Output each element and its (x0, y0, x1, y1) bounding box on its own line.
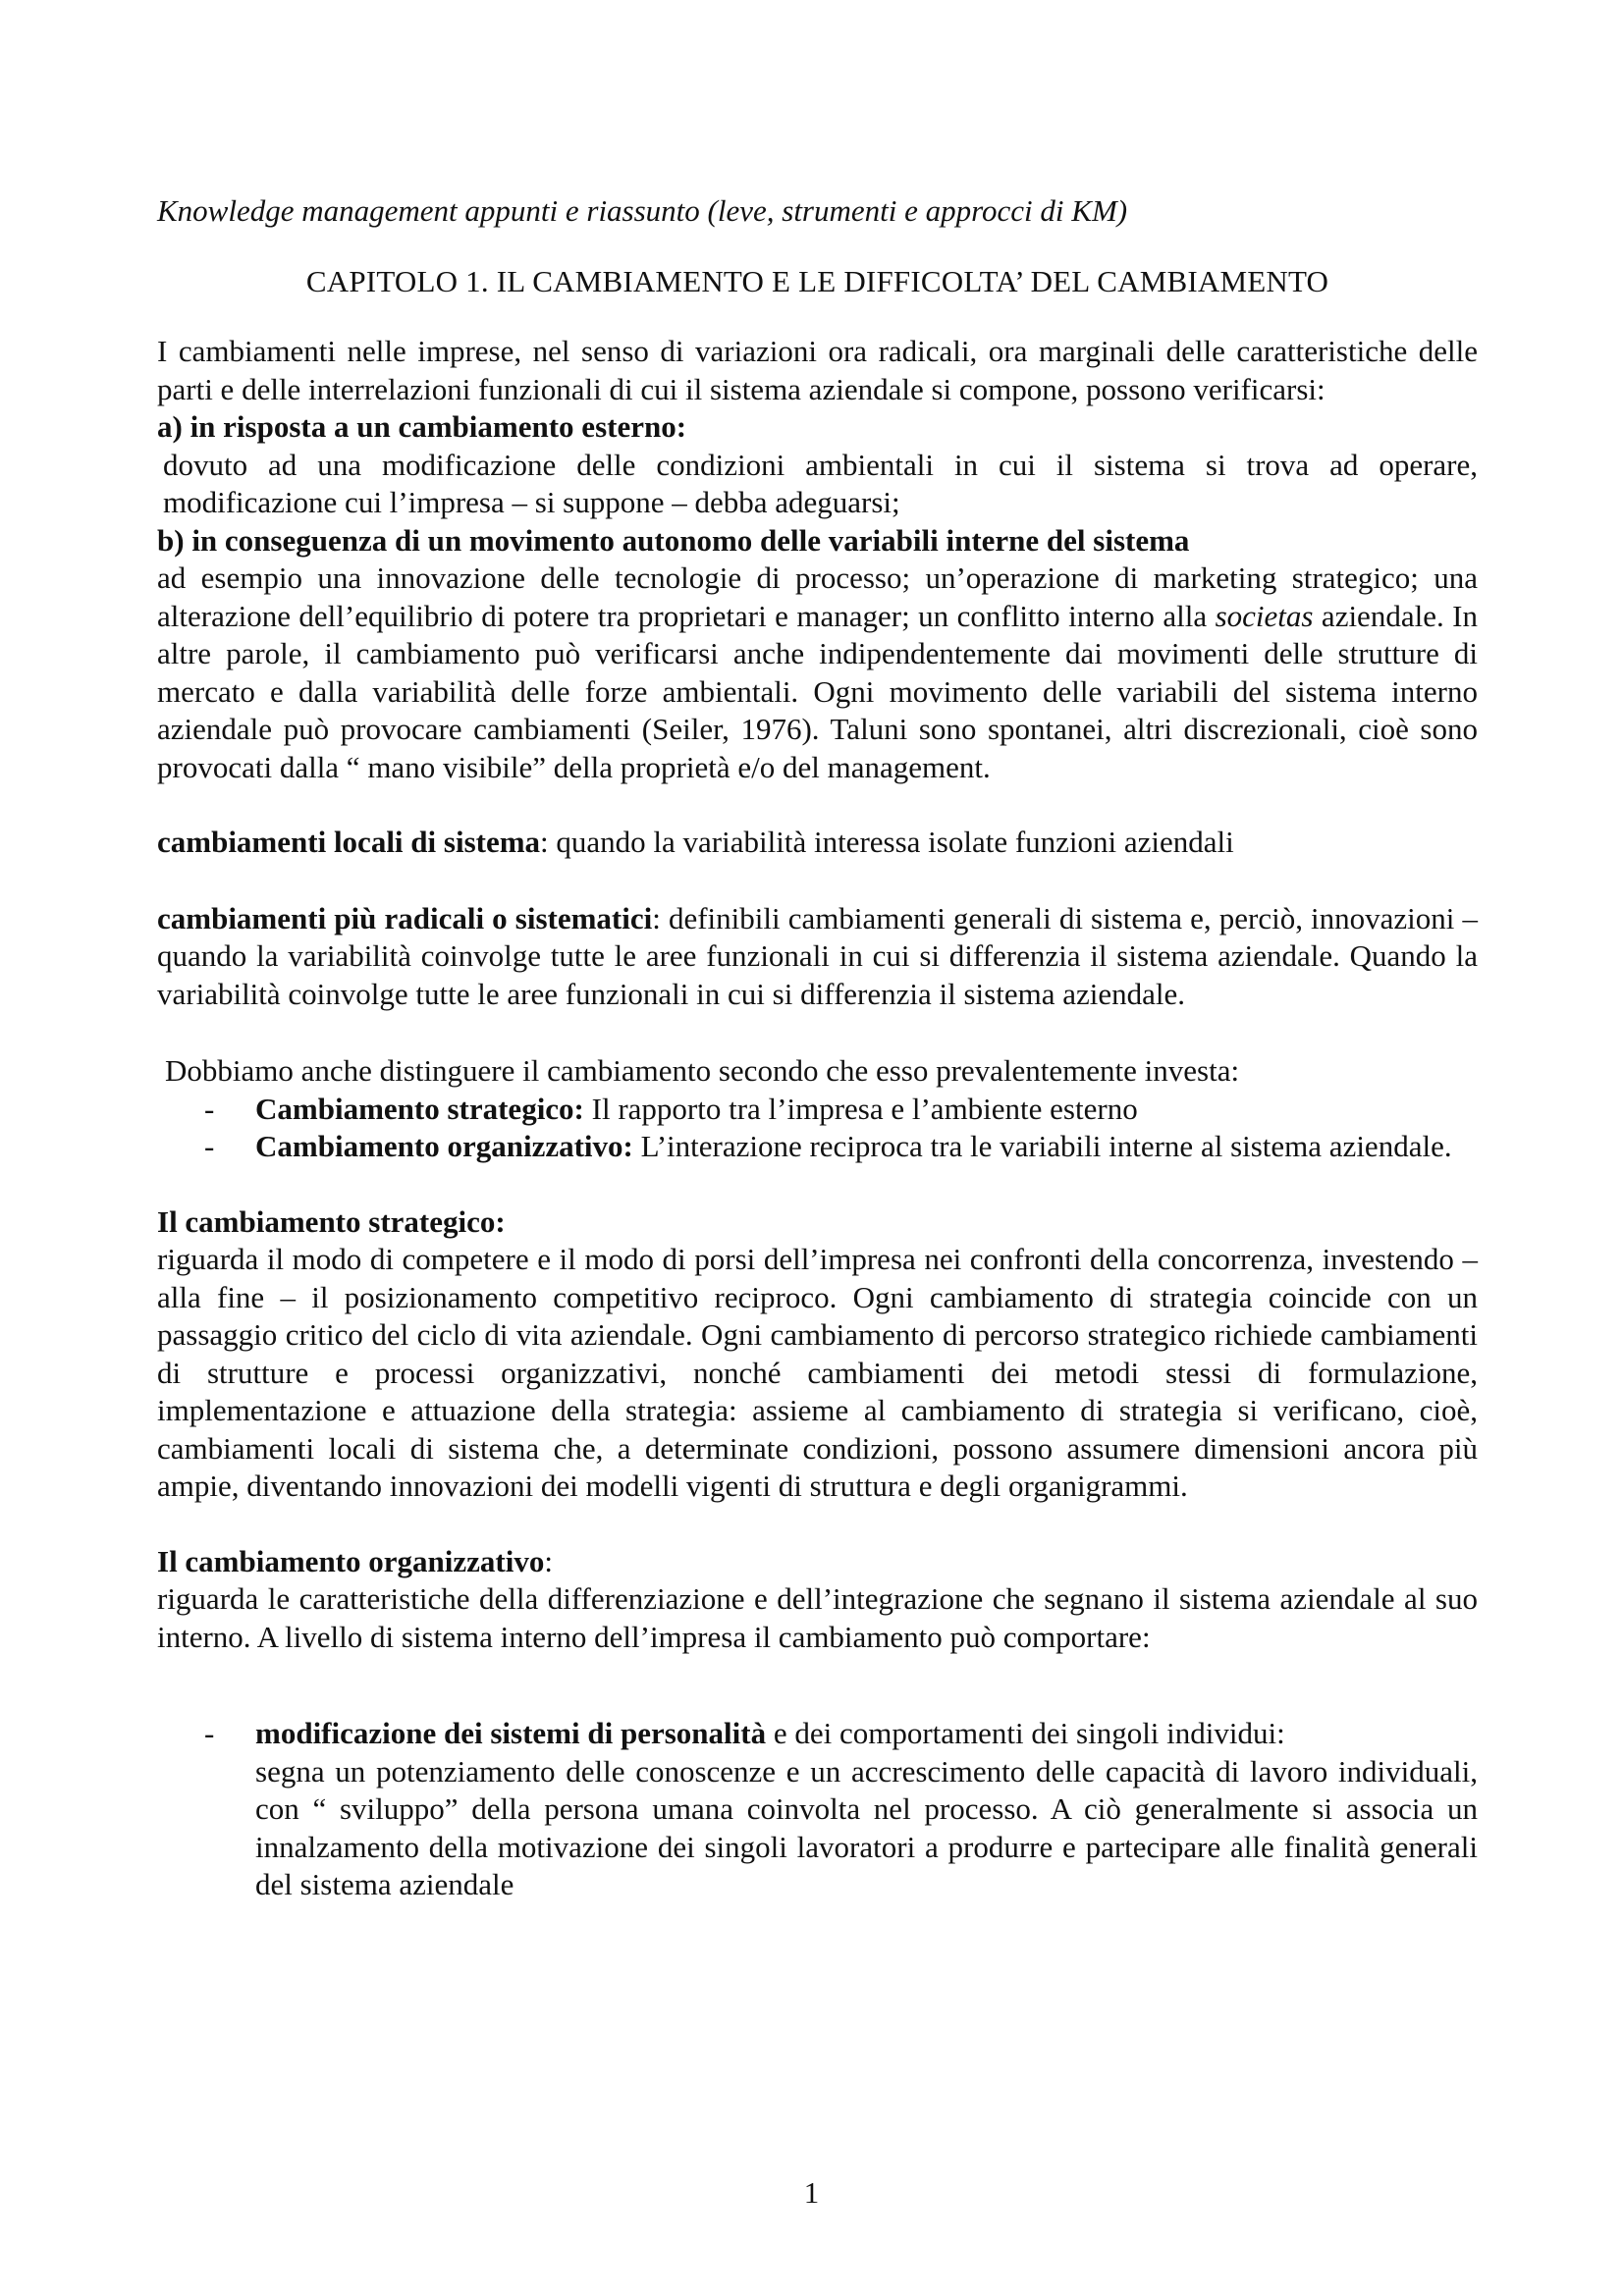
list-item (157, 1715, 1478, 1753)
point-b-italic: societas (1215, 598, 1314, 633)
point-b-text-1: ad esempio una innovazione delle tecnologie di processo; un’operazione di marketing strategico; una alterazione dell’equilibrio di potere tra proprietari e manager; un conflitto interno alla (157, 561, 1478, 633)
type-term: Cambiamento organizzativo: (255, 1129, 633, 1163)
personality-paragraph: segna un potenziamento delle conoscenze e un accrescimento delle capacità di lavoro individuali, con “ sviluppo” della persona umana coinvolta nel processo. A ciò generalmente si associa un innalzamento della motivazione dei singoli lavoratori a produrre e partecipare alle finalità generali del sistema aziendale (255, 1753, 1478, 1901)
strategic-section (157, 1203, 1478, 1506)
chapter-heading: CAPITOLO 1. IL CAMBIAMENTO E LE DIFFICOLTA’ DEL CAMBIAMENTO (305, 263, 1329, 298)
type-term: Cambiamento strategico: (255, 1091, 584, 1126)
document-title: Knowledge management appunti e riassunto (leve, strumenti e approcci di KM) (157, 193, 1128, 228)
list-dash: - (204, 1129, 215, 1163)
personality-term-rest: e dei comportamenti dei singoli individui: (766, 1716, 1285, 1750)
radical-change-paragraph (157, 900, 1478, 1014)
point-b-text-2: aziendale. In altre parole, il cambiamento può verificarsi anche indipendentemente dai movimenti delle strutture di mercato e dalla variabilità delle forze ambientali. Ogni movimento delle variabili del sistema interno aziendale può provocare cambiamenti (Seiler, 1976). Taluni sono spontanei, altri discrezionali, cioè sono provocati dalla “ mano visibile” della proprietà e/o del management. (157, 598, 1478, 784)
radical-change-text: : definibili cambiamenti generali di sistema e, perciò, innovazioni – quando la variabilità coinvolge tutte le aree funzionali in cui si differenzia il sistema aziendale. Quando la variabilità coinvolge tutte le aree funzionali in cui si differenzia il sistema aziendale. (157, 900, 1479, 1011)
intro-paragraph: I cambiamenti nelle imprese, nel senso di variazioni ora radicali, ora marginali delle caratteristiche delle parti e delle interrelazioni funzionali di cui il sistema aziendale si compone, possono verificarsi: (157, 334, 1478, 406)
point-a-heading-text: a) in risposta a un cambiamento esterno: (157, 409, 687, 444)
personality-section (157, 1715, 1478, 1904)
organizational-heading-text: Il cambiamento organizzativo (157, 1543, 545, 1578)
organizational-paragraph: riguarda le caratteristiche della differenziazione e dell’integrazione che segnano il sistema aziendale al suo interno. A livello di sistema interno dell’impresa il cambiamento può comportare: (157, 1581, 1478, 1654)
organizational-heading (157, 1543, 1478, 1581)
list-item (157, 1091, 1478, 1129)
personality-term: modificazione dei sistemi di personalità (255, 1716, 767, 1750)
strategic-heading (157, 1203, 1478, 1242)
document-page (157, 192, 1478, 1904)
point-b-heading (157, 522, 1478, 561)
organizational-section (157, 1543, 1478, 1657)
point-b-paragraph (157, 560, 1478, 786)
strategic-heading-text: Il cambiamento strategico: (157, 1203, 506, 1239)
personality-list (157, 1715, 1478, 1753)
distinguish-intro: Dobbiamo anche distinguere il cambiamento secondo che esso prevalentemente investa: (165, 1053, 1240, 1088)
local-change-paragraph (157, 824, 1478, 862)
list-item (157, 1128, 1478, 1166)
change-types-list (157, 1091, 1478, 1166)
radical-change-term: cambiamenti più radicali o sistematici (157, 900, 653, 935)
strategic-paragraph: riguarda il modo di competere e il modo di porsi dell’impresa nei confronti della concorrenza, investendo – alla fine – il posizionamento competitivo reciproco. Ogni cambiamento di strategia coincide con un passaggio critico del ciclo di vita aziendale. Ogni cambiamento di percorso strategico richiede cambiamenti di strutture e processi organizzativi, nonché cambiamenti dei metodi stessi di formulazione, implementazione e attuazione della strategia: assieme al cambiamento di strategia si verificano, cioè, cambiamenti locali di sistema che, a determinate condizioni, possono assumere dimensioni ancora più ampie, diventando innovazioni dei modelli vigenti di struttura e degli organigrammi. (157, 1242, 1478, 1503)
change-types-section (157, 1052, 1478, 1166)
point-a-text: dovuto ad una modificazione delle condizioni ambientali in cui il sistema si trova ad operare, modificazione cui l’impresa – si suppone – debba adeguarsi; (163, 447, 1478, 519)
intro-section (157, 333, 1478, 786)
point-a-heading (157, 408, 1478, 447)
page-number: 1 (803, 2175, 820, 2210)
point-b-heading-text: b) in conseguenza di un movimento autonomo delle variabili interne del sistema (157, 522, 1190, 558)
local-change-term: cambiamenti locali di sistema (157, 825, 541, 859)
type-text: Il rapporto tra l’impresa e l’ambiente esterno (583, 1091, 1138, 1126)
local-change-text: : quando la variabilità interessa isolate funzioni aziendali (540, 825, 1234, 859)
list-dash: - (204, 1091, 215, 1126)
organizational-heading-colon: : (544, 1543, 553, 1578)
type-text: L’interazione reciproca tra le variabili interne al sistema aziendale. (632, 1129, 1452, 1163)
list-dash: - (204, 1716, 215, 1750)
